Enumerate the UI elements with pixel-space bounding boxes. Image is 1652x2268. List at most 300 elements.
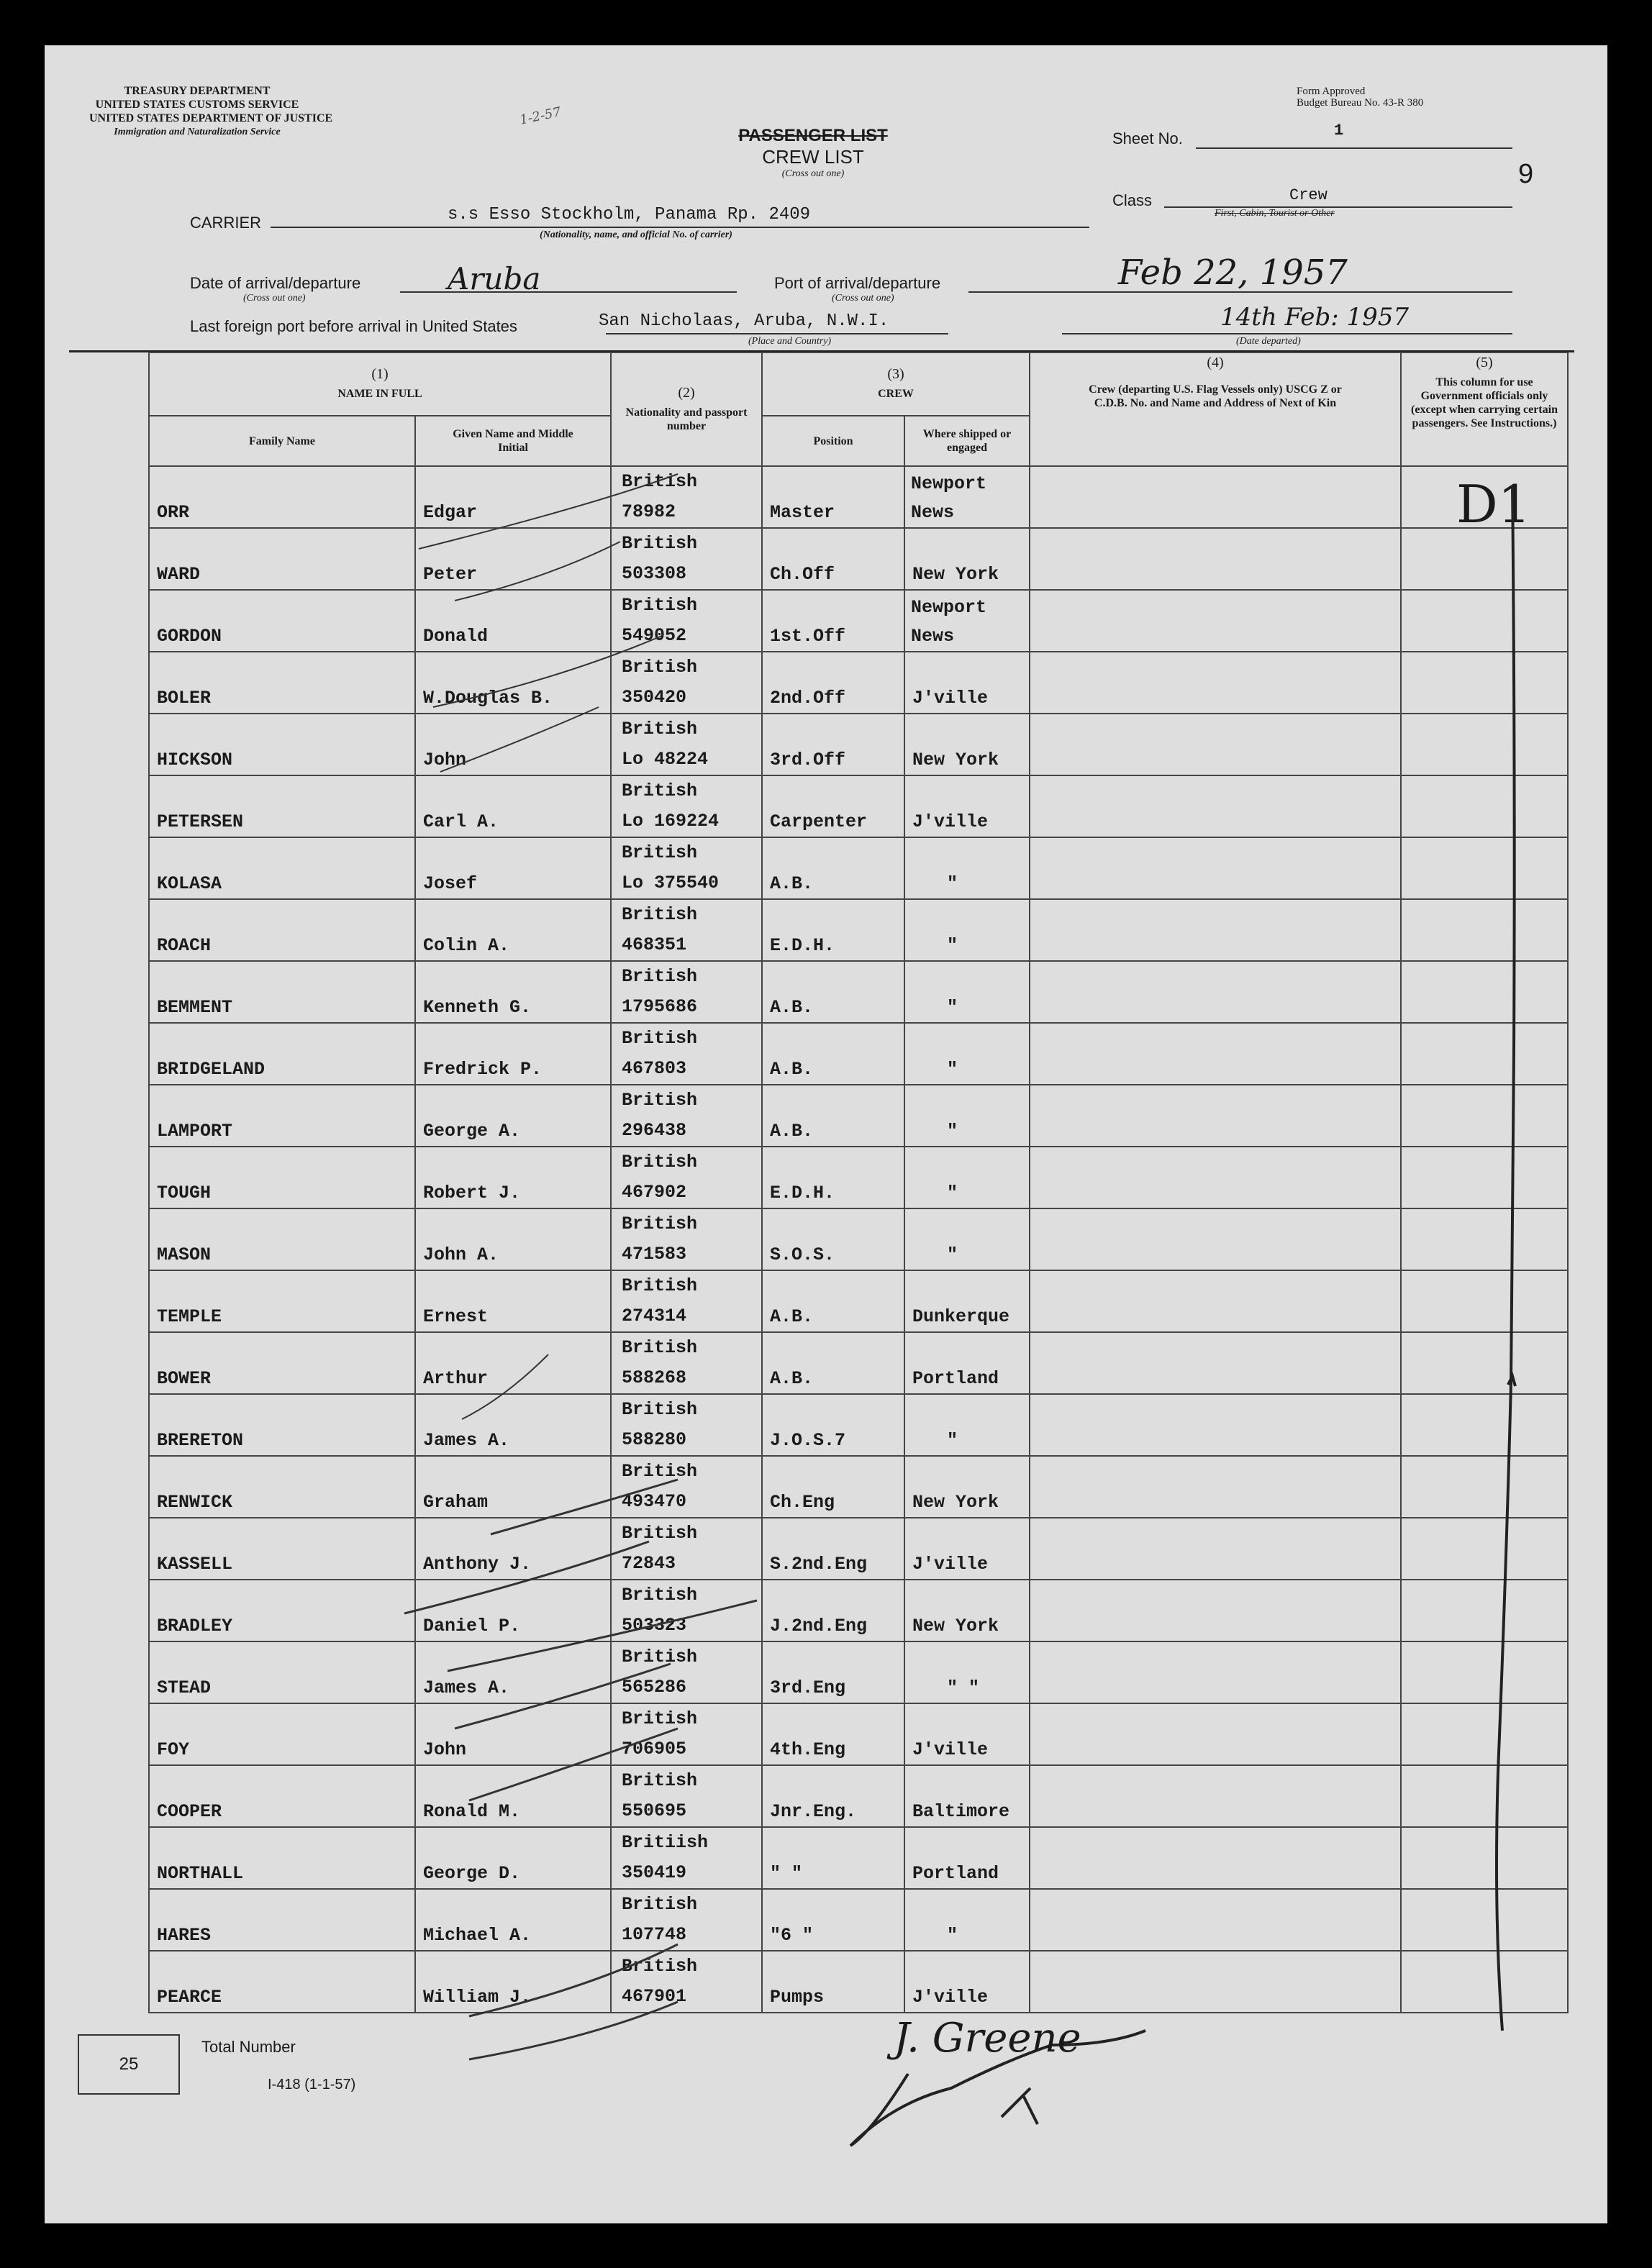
signature: J. Greene: [894, 2015, 1081, 2062]
where-cell: [904, 528, 1030, 590]
position-cell: [762, 1394, 904, 1456]
government-use-cell: [1401, 1394, 1568, 1456]
position-cell: [762, 1951, 904, 2013]
next-of-kin-cell: [1030, 837, 1401, 899]
nationality: British: [622, 1090, 698, 1111]
given-name: William J.: [423, 1987, 532, 2008]
family-name-cell: [149, 1023, 415, 1085]
sheet-underline: [1196, 147, 1512, 149]
next-of-kin-cell: [1030, 899, 1401, 961]
next-of-kin-cell: [1030, 1703, 1401, 1765]
family-name-cell: [149, 652, 415, 714]
date-value: Aruba: [448, 261, 541, 296]
nationality: British: [622, 471, 698, 492]
position-cell: [762, 1332, 904, 1394]
government-use-cell: [1401, 1703, 1568, 1765]
position: Master: [770, 502, 835, 523]
given-name-cell: [415, 1085, 611, 1147]
given-name: Colin A.: [423, 935, 510, 956]
customs-line: UNITED STATES CUSTOMS SERVICE: [95, 99, 299, 111]
hand-date-note: 1-2-57: [518, 104, 563, 128]
where-cell: [904, 1023, 1030, 1085]
passport-number: Lo 48224: [622, 749, 709, 770]
crew-table: [148, 352, 1569, 2013]
nationality: British: [622, 1275, 698, 1296]
nationality-cell: [611, 1147, 762, 1208]
given-name-cell: [415, 1394, 611, 1456]
given-name-cell: [415, 1580, 611, 1641]
given-name-cell: [415, 1023, 611, 1085]
budget-approval: [1297, 86, 1423, 109]
given-name-cell: [415, 1208, 611, 1270]
family-name: BRADLEY: [157, 1616, 233, 1636]
family-name-cell: [149, 1518, 415, 1580]
position: A.B.: [770, 997, 814, 1018]
position: A.B.: [770, 1306, 814, 1327]
port-caption: (Cross out one): [832, 293, 894, 304]
given-name-cell: [415, 961, 611, 1023]
where-cell: [904, 837, 1030, 899]
given-name: Fredrick P.: [423, 1059, 543, 1080]
passport-number: 550695: [622, 1800, 687, 1821]
passport-number: 72843: [622, 1553, 676, 1574]
government-use-cell: [1401, 528, 1568, 590]
passport-number: 503323: [622, 1615, 687, 1636]
where-cell: [904, 1085, 1030, 1147]
next-of-kin-cell: [1030, 1765, 1401, 1827]
position: E.D.H.: [770, 935, 835, 956]
given-name-cell: [415, 714, 611, 775]
nationality-cell: [611, 1518, 762, 1580]
crew-list-form: [45, 45, 1607, 2223]
family-name-cell: [149, 714, 415, 775]
position-cell: [762, 899, 904, 961]
given-name: John: [423, 750, 467, 770]
crew-rows: [149, 466, 1568, 2013]
given-name: Josef: [423, 873, 478, 894]
position: A.B.: [770, 873, 814, 894]
given-name-cell: [415, 1703, 611, 1765]
nationality-cell: [611, 837, 762, 899]
where-cell-text: J'ville: [912, 1554, 989, 1575]
crew-row: [149, 899, 1568, 961]
crew-row: [149, 1456, 1568, 1518]
last-port-caption: (Place and Country): [748, 336, 832, 347]
crew-list-title: CREW LIST: [762, 146, 864, 168]
government-use-cell: [1401, 1208, 1568, 1270]
nationality-cell: [611, 1270, 762, 1332]
passport-number: 467901: [622, 1986, 687, 2007]
family-name-cell: [149, 1332, 415, 1394]
government-use-cell: [1401, 1518, 1568, 1580]
where-cell: [904, 590, 1030, 652]
position-cell: [762, 1456, 904, 1518]
nationality: British: [622, 1337, 698, 1358]
where-cell: [904, 1951, 1030, 2013]
nationality: British: [622, 719, 698, 739]
agency-header: [89, 84, 333, 139]
passport-number: Lo 375540: [622, 873, 720, 893]
position: "6 ": [770, 1925, 814, 1946]
family-name-cell: [149, 1208, 415, 1270]
position-cell: [762, 1208, 904, 1270]
nationality-cell: [611, 961, 762, 1023]
where-cell-text: New York: [912, 1616, 999, 1636]
where-cell-text: Newport News: [911, 597, 987, 647]
nationality-cell: [611, 1827, 762, 1889]
total-number-label: Total Number: [201, 2038, 296, 2056]
family-name: FOY: [157, 1739, 190, 1760]
last-port-underline: [606, 333, 948, 334]
passport-number: 467902: [622, 1182, 687, 1203]
where-cell: [904, 466, 1030, 528]
given-name-cell: [415, 1641, 611, 1703]
crew-row: [149, 1085, 1568, 1147]
family-name-cell: [149, 466, 415, 528]
next-of-kin-cell: [1030, 1641, 1401, 1703]
given-name: Ernest: [423, 1306, 489, 1327]
nationality-cell: [611, 1951, 762, 2013]
government-use-cell: [1401, 775, 1568, 837]
passport-number: 107748: [622, 1924, 687, 1945]
port-value: Feb 22, 1957: [1118, 252, 1348, 293]
position: S.O.S.: [770, 1244, 835, 1265]
position-cell: [762, 590, 904, 652]
nationality: British: [622, 1647, 698, 1667]
position-cell: [762, 1518, 904, 1580]
where-cell: [904, 775, 1030, 837]
where-cell-text: New York: [912, 1492, 999, 1513]
family-name-cell: [149, 1270, 415, 1332]
where-cell-text: Dunkerque: [912, 1306, 1010, 1327]
given-name: Donald: [423, 626, 489, 647]
family-name: TOUGH: [157, 1183, 212, 1203]
position-cell: [762, 1580, 904, 1641]
where-cell-text: ": [947, 1121, 958, 1142]
nationality: British: [622, 595, 698, 616]
government-use-cell: [1401, 899, 1568, 961]
given-name-cell: [415, 1518, 611, 1580]
date-departed-caption: (Date departed): [1236, 336, 1301, 347]
family-name-cell: [149, 899, 415, 961]
family-name-cell: [149, 1085, 415, 1147]
government-use-cell: [1401, 1147, 1568, 1208]
nationality: British: [622, 1770, 698, 1791]
crew-row: [149, 837, 1568, 899]
date-caption: (Cross out one): [243, 293, 306, 304]
family-name: PETERSEN: [157, 811, 244, 832]
next-of-kin-cell: [1030, 590, 1401, 652]
next-of-kin-cell: [1030, 1270, 1401, 1332]
position: J.O.S.7: [770, 1430, 846, 1451]
where-cell: [904, 1703, 1030, 1765]
where-cell-text: J'ville: [912, 688, 989, 709]
crew-row: [149, 1951, 1568, 2013]
crew-row: [149, 1208, 1568, 1270]
next-of-kin-cell: [1030, 1208, 1401, 1270]
page-number: 9: [1518, 159, 1534, 189]
where-cell: [904, 1889, 1030, 1951]
family-name: KASSELL: [157, 1554, 233, 1575]
where-cell-text: New York: [912, 564, 999, 585]
family-name: KOLASA: [157, 873, 222, 894]
given-name: Kenneth G.: [423, 997, 532, 1018]
given-name: James A.: [423, 1677, 510, 1698]
nationality: British: [622, 966, 698, 987]
crew-row: [149, 1580, 1568, 1641]
nationality: British: [622, 1523, 698, 1544]
nationality: British: [622, 1213, 698, 1234]
total-number-box: 25: [78, 2034, 180, 2095]
given-name: George D.: [423, 1863, 521, 1884]
next-of-kin-cell: [1030, 961, 1401, 1023]
family-name-cell: [149, 1951, 415, 2013]
justice-line: UNITED STATES DEPARTMENT OF JUSTICE: [89, 112, 333, 124]
family-name-cell: [149, 837, 415, 899]
next-of-kin-cell: [1030, 1085, 1401, 1147]
family-name-cell: [149, 590, 415, 652]
family-name-cell: [149, 1456, 415, 1518]
next-of-kin-cell: [1030, 1023, 1401, 1085]
position: J.2nd.Eng: [770, 1616, 868, 1636]
nationality-cell: [611, 590, 762, 652]
government-use-cell: [1401, 1085, 1568, 1147]
crew-row: [149, 1023, 1568, 1085]
crew-row: [149, 466, 1568, 528]
given-name: Graham: [423, 1492, 489, 1513]
government-use-cell: [1401, 1580, 1568, 1641]
family-name: HARES: [157, 1925, 212, 1946]
nationality: British: [622, 1894, 698, 1915]
where-cell: [904, 1518, 1030, 1580]
crew-row: [149, 1889, 1568, 1951]
position: Ch.Off: [770, 564, 835, 585]
family-name: BRERETON: [157, 1430, 244, 1451]
given-name-cell: [415, 1827, 611, 1889]
government-use-cell: [1401, 1765, 1568, 1827]
crew-row: [149, 1147, 1568, 1208]
family-name: NORTHALL: [157, 1863, 244, 1884]
family-name: TEMPLE: [157, 1306, 222, 1327]
given-name: Daniel P.: [423, 1616, 521, 1636]
next-of-kin-cell: [1030, 1332, 1401, 1394]
carrier-label: CARRIER: [190, 214, 262, 232]
position: Carpenter: [770, 811, 868, 832]
nationality: British: [622, 1708, 698, 1729]
where-cell-text: " ": [947, 1677, 980, 1698]
where-cell-text: ": [947, 1244, 958, 1265]
where-cell-text: ": [947, 935, 958, 956]
crew-row: [149, 1703, 1568, 1765]
family-name-cell: [149, 1641, 415, 1703]
list-title: [705, 126, 921, 180]
government-use-cell: [1401, 961, 1568, 1023]
position: 1st.Off: [770, 626, 846, 647]
where-cell-text: Baltimore: [912, 1801, 1010, 1822]
position: A.B.: [770, 1368, 814, 1389]
passport-number: 588268: [622, 1367, 687, 1388]
family-name: ORR: [157, 502, 190, 523]
position: S.2nd.Eng: [770, 1554, 868, 1575]
col-5-header: (5) This column for use Government officials only (except when carrying certain passengers. See Instructions.): [1401, 352, 1568, 466]
passenger-list-struck: PASSENGER LIST: [738, 126, 888, 145]
where-cell-text: Portland: [912, 1863, 999, 1884]
nationality: British: [622, 1028, 698, 1049]
title-cross-out-caption: (Cross out one): [781, 168, 845, 179]
family-name-cell: [149, 961, 415, 1023]
given-name-cell: [415, 1951, 611, 2013]
where-cell-text: ": [947, 1183, 958, 1203]
where-header: Where shipped or engaged: [904, 416, 1030, 466]
family-name: BEMMENT: [157, 997, 233, 1018]
where-cell-text: J'ville: [912, 1987, 989, 2008]
family-name-cell: [149, 1394, 415, 1456]
given-name: Peter: [423, 564, 478, 585]
passport-number: 706905: [622, 1739, 687, 1759]
crew-row: [149, 961, 1568, 1023]
given-name-cell: [415, 466, 611, 528]
family-name-cell: [149, 1147, 415, 1208]
government-use-cell: [1401, 1951, 1568, 2013]
passport-number: 350419: [622, 1862, 687, 1883]
last-port-label: Last foreign port before arrival in United States: [190, 317, 517, 335]
position-cell: [762, 652, 904, 714]
nationality-cell: [611, 1456, 762, 1518]
family-name: HICKSON: [157, 750, 233, 770]
family-name: WARD: [157, 564, 201, 585]
next-of-kin-cell: [1030, 466, 1401, 528]
where-cell: [904, 652, 1030, 714]
government-mark: D1: [1456, 474, 1531, 534]
given-name-header: Given Name and Middle Initial: [415, 416, 611, 466]
where-cell: [904, 961, 1030, 1023]
crew-row: [149, 1765, 1568, 1827]
nationality-cell: [611, 528, 762, 590]
given-name-cell: [415, 1889, 611, 1951]
where-cell: [904, 1765, 1030, 1827]
position-cell: [762, 714, 904, 775]
government-use-cell: [1401, 837, 1568, 899]
nationality: British: [622, 1585, 698, 1606]
date-departed-value: 14th Feb: 1957: [1220, 303, 1410, 332]
where-cell: [904, 1827, 1030, 1889]
given-name-cell: [415, 590, 611, 652]
position: 2nd.Off: [770, 688, 846, 709]
where-cell: [904, 1394, 1030, 1456]
nationality: British: [622, 780, 698, 801]
given-name-cell: [415, 1270, 611, 1332]
given-name-cell: [415, 1456, 611, 1518]
given-name: James A.: [423, 1430, 510, 1451]
family-name-cell: [149, 528, 415, 590]
nationality-cell: [611, 466, 762, 528]
given-name: W.Douglas B.: [423, 688, 553, 709]
port-label: Port of arrival/departure: [774, 274, 941, 292]
crew-row: [149, 1270, 1568, 1332]
col-4-header: (4) Crew (departing U.S. Flag Vessels only) USCG Z or C.D.B. No. and Name and Address of Next of Kin: [1030, 352, 1401, 466]
position: " ": [770, 1863, 803, 1884]
where-cell: [904, 1641, 1030, 1703]
where-cell-text: ": [947, 1059, 958, 1080]
nationality: British: [622, 904, 698, 925]
nationality-cell: [611, 1332, 762, 1394]
where-cell: [904, 1270, 1030, 1332]
next-of-kin-cell: [1030, 528, 1401, 590]
position: E.D.H.: [770, 1183, 835, 1203]
nationality: British: [622, 1461, 698, 1482]
class-value: Crew: [1289, 186, 1328, 204]
given-name: Robert J.: [423, 1183, 521, 1203]
family-name: ROACH: [157, 935, 212, 956]
family-name: COOPER: [157, 1801, 222, 1822]
next-of-kin-cell: [1030, 652, 1401, 714]
nationality-cell: [611, 775, 762, 837]
class-options-struck: First, Cabin, Tourist or Other: [1215, 208, 1335, 219]
family-name: GORDON: [157, 626, 222, 647]
nationality-cell: [611, 714, 762, 775]
given-name: Anthony J.: [423, 1554, 532, 1575]
next-of-kin-cell: [1030, 1951, 1401, 2013]
crew-row: [149, 1332, 1568, 1394]
position-cell: [762, 1147, 904, 1208]
nationality-cell: [611, 1765, 762, 1827]
next-of-kin-cell: [1030, 775, 1401, 837]
where-cell: [904, 899, 1030, 961]
budget-bureau: Budget Bureau No. 43-R 380: [1297, 97, 1424, 109]
family-name-cell: [149, 1889, 415, 1951]
family-name-cell: [149, 1765, 415, 1827]
nationality-cell: [611, 1703, 762, 1765]
given-name-cell: [415, 1332, 611, 1394]
position-cell: [762, 528, 904, 590]
crew-row: [149, 1518, 1568, 1580]
next-of-kin-cell: [1030, 714, 1401, 775]
position-header: Position: [762, 416, 904, 466]
position-cell: [762, 1270, 904, 1332]
position: A.B.: [770, 1059, 814, 1080]
where-cell: [904, 1332, 1030, 1394]
where-cell-text: ": [947, 1430, 958, 1451]
nationality: British: [622, 1956, 698, 1977]
where-cell-text: J'ville: [912, 811, 989, 832]
family-name: BOLER: [157, 688, 212, 709]
government-use-cell: [1401, 1456, 1568, 1518]
passport-number: 1795686: [622, 996, 698, 1017]
given-name: Arthur: [423, 1368, 489, 1389]
where-cell: [904, 1580, 1030, 1641]
passport-number: 565286: [622, 1677, 687, 1698]
position: Ch.Eng: [770, 1492, 835, 1513]
carrier-caption: (Nationality, name, and official No. of carrier): [540, 229, 732, 240]
passport-number: 467803: [622, 1058, 687, 1079]
family-name-cell: [149, 1580, 415, 1641]
nationality-cell: [611, 1023, 762, 1085]
ins-line: Immigration and Naturalization Service: [114, 127, 281, 137]
family-name: BOWER: [157, 1368, 212, 1389]
position-cell: [762, 1703, 904, 1765]
nationality-cell: [611, 1889, 762, 1951]
family-name: BRIDGELAND: [157, 1059, 266, 1080]
government-use-cell: [1401, 1641, 1568, 1703]
family-name-cell: [149, 1703, 415, 1765]
passport-number: 493470: [622, 1491, 687, 1512]
position: Jnr.Eng.: [770, 1801, 857, 1822]
given-name-cell: [415, 1765, 611, 1827]
carrier-value: s.s Esso Stockholm, Panama Rp. 2409: [448, 205, 811, 224]
treasury-line: TREASURY DEPARTMENT: [124, 85, 271, 97]
where-cell: [904, 1456, 1030, 1518]
given-name: Edgar: [423, 502, 478, 523]
